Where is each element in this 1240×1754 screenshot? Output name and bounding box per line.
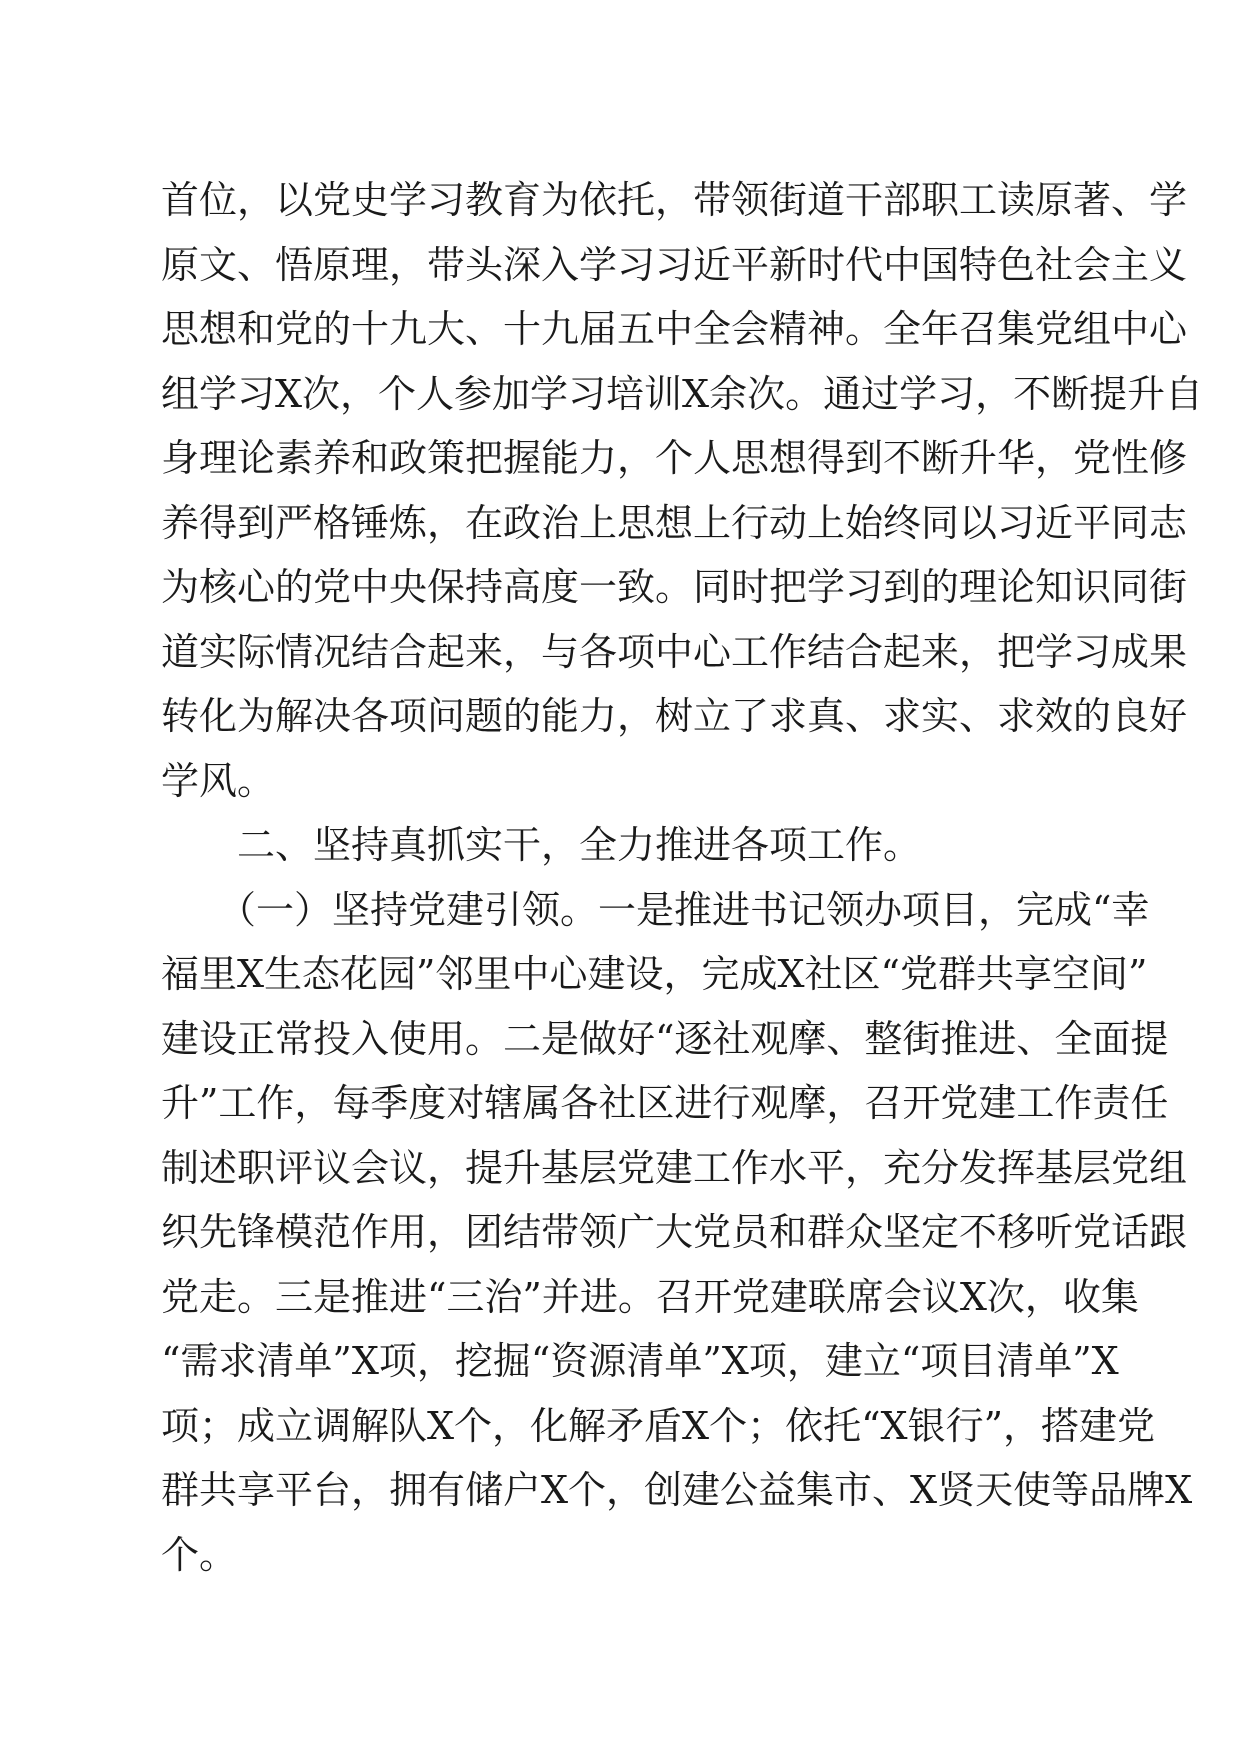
text-line: 原文、悟原理，带头深入学习习近平新时代中国特色社会主义 xyxy=(161,242,1188,287)
text-line: 组学习X次，个人参加学习培训X余次。通过学习，不断提升自 xyxy=(161,371,1204,416)
text-line: 身理论素养和政策把握能力，个人思想得到不断升华，党性修 xyxy=(161,436,1188,480)
text-line: 个。 xyxy=(161,1532,238,1577)
text-line: 党走。三是推进“三治”并进。召开党建联席会议X次，收集 xyxy=(161,1274,1139,1319)
text-line: “需求清单”X项，挖掘“资源清单”X项，建立“项目清单”X xyxy=(161,1339,1119,1383)
text-line: 制述职评议会议，提升基层党建工作水平，充分发挥基层党组 xyxy=(161,1145,1188,1190)
text-line: 养得到严格锤炼，在政治上思想上行动上始终同以习近平同志 xyxy=(161,500,1188,545)
text-line: 项；成立调解队X个，化解矛盾X个；依托“X银行”，搭建党 xyxy=(161,1403,1156,1448)
text-line: 转化为解决各项问题的能力，树立了求真、求实、求效的良好 xyxy=(161,694,1188,738)
text-line: 群共享平台，拥有储户X个，创建公益集市、X贤天使等品牌X xyxy=(161,1468,1193,1512)
text-line: 福里X生态花园”邻里中心建设，完成X社区“党群共享空间” xyxy=(161,952,1148,996)
text-line: 织先锋模范作用，团结带领广大党员和群众坚定不移听党话跟 xyxy=(161,1210,1188,1254)
text-line: 学风。 xyxy=(161,758,276,803)
text-line: 为核心的党中央保持高度一致。同时把学习到的理论知识同街 xyxy=(161,565,1188,609)
text-line: 首位，以党史学习教育为依托，带领街道干部职工读原著、学 xyxy=(161,178,1188,222)
text-line: （一）坚持党建引领。一是推进书记领办项目，完成“幸 xyxy=(161,887,1150,932)
section-heading: 二、坚持真抓实干，全力推进各项工作。 xyxy=(161,823,922,867)
text-line: 建设正常投入使用。二是做好“逐社观摩、整街推进、全面提 xyxy=(161,1016,1169,1061)
document-body xyxy=(161,168,1204,1587)
text-line: 升”工作，每季度对辖属各社区进行观摩，召开党建工作责任 xyxy=(161,1081,1169,1125)
text-line: 道实际情况结合起来，与各项中心工作结合起来，把学习成果 xyxy=(161,629,1188,674)
text-line: 思想和党的十九大、十九届五中全会精神。全年召集党组中心 xyxy=(161,307,1188,351)
